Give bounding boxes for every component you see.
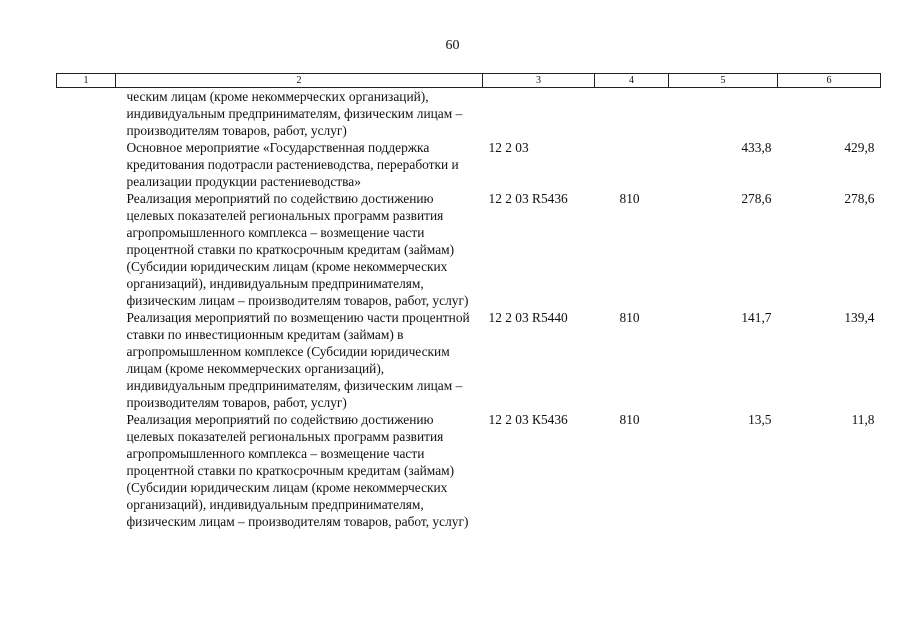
row-kvr bbox=[595, 88, 669, 140]
column-header-2: 2 bbox=[116, 74, 483, 88]
page-number: 60 bbox=[445, 38, 460, 53]
row-code: 12 2 03 R5436 bbox=[488, 191, 568, 206]
column-header-6: 6 bbox=[778, 74, 881, 88]
row-value-5: 13,5 bbox=[748, 412, 772, 427]
row-value-5: 278,6 bbox=[741, 191, 772, 206]
table-row bbox=[57, 309, 881, 411]
row-code: 12 2 03 bbox=[488, 140, 529, 155]
row-code: 12 2 03 R5440 bbox=[488, 310, 568, 325]
empty-cell bbox=[57, 309, 116, 411]
empty-cell bbox=[57, 411, 116, 530]
empty-cell bbox=[57, 88, 116, 140]
row-value-6: 278,6 bbox=[844, 191, 875, 206]
row-code bbox=[483, 88, 595, 140]
column-header-1: 1 bbox=[57, 74, 116, 88]
row-kvr bbox=[595, 139, 669, 190]
column-header-5: 5 bbox=[669, 74, 778, 88]
row-value-6 bbox=[778, 88, 881, 140]
row-kvr: 810 bbox=[619, 191, 640, 206]
table-row bbox=[57, 88, 881, 140]
column-header-3: 3 bbox=[483, 74, 595, 88]
row-value-6: 139,4 bbox=[844, 310, 875, 325]
empty-cell bbox=[57, 139, 116, 190]
row-code: 12 2 03 К5436 bbox=[488, 412, 568, 427]
row-value-6: 11,8 bbox=[851, 412, 875, 427]
row-value-5 bbox=[669, 88, 778, 140]
row-description: Основное мероприятие «Государственная поддержка кредитования подотрасли растениеводства, переработки и реализации продукции растениеводства» bbox=[126, 140, 459, 189]
row-description: Реализация мероприятий по содействию достижению целевых показателей региональных программ развития агропромышленного комплекса – возмещение части процентной ставки по краткосрочным кредитам (займам) (Субсидии юридическим лицам (кроме некоммерческих организаций), индивидуальным предпринимателям, физическим лицам – производителям товаров, работ, услуг) bbox=[126, 191, 469, 308]
table-row bbox=[57, 190, 881, 309]
row-description: Реализация мероприятий по содействию достижению целевых показателей региональных программ развития агропромышленного комплекса – возмещение части процентной ставки по краткосрочным кредитам (займам) (Субсидии юридическим лицам (кроме некоммерческих организаций), индивидуальным предпринимателям, физическим лицам – производителям товаров, работ, услуг) bbox=[126, 412, 469, 529]
table-row bbox=[57, 139, 881, 190]
row-value-5: 433,8 bbox=[741, 140, 772, 155]
column-header-4: 4 bbox=[595, 74, 669, 88]
row-value-5: 141,7 bbox=[741, 310, 772, 325]
row-description: Реализация мероприятий по возмещению части процентной ставки по инвестиционным кредитам (займам) в агропромышленном комплексе (Субсидии юридическим лицам (кроме некоммерческих организаций), индивидуальным предпринимателям, физическим лицам – производителям товаров, работ, услуг) bbox=[126, 310, 470, 410]
row-description: ческим лицам (кроме некоммерческих организаций), индивидуальным предпринимателям, физическим лицам – производителям товаров, работ, услуг) bbox=[126, 89, 463, 138]
row-kvr: 810 bbox=[619, 412, 640, 427]
row-kvr: 810 bbox=[619, 310, 640, 325]
column-number-header bbox=[57, 74, 881, 88]
row-value-6: 429,8 bbox=[844, 140, 875, 155]
budget-table bbox=[56, 73, 881, 530]
empty-cell bbox=[57, 190, 116, 309]
table-row bbox=[57, 411, 881, 530]
